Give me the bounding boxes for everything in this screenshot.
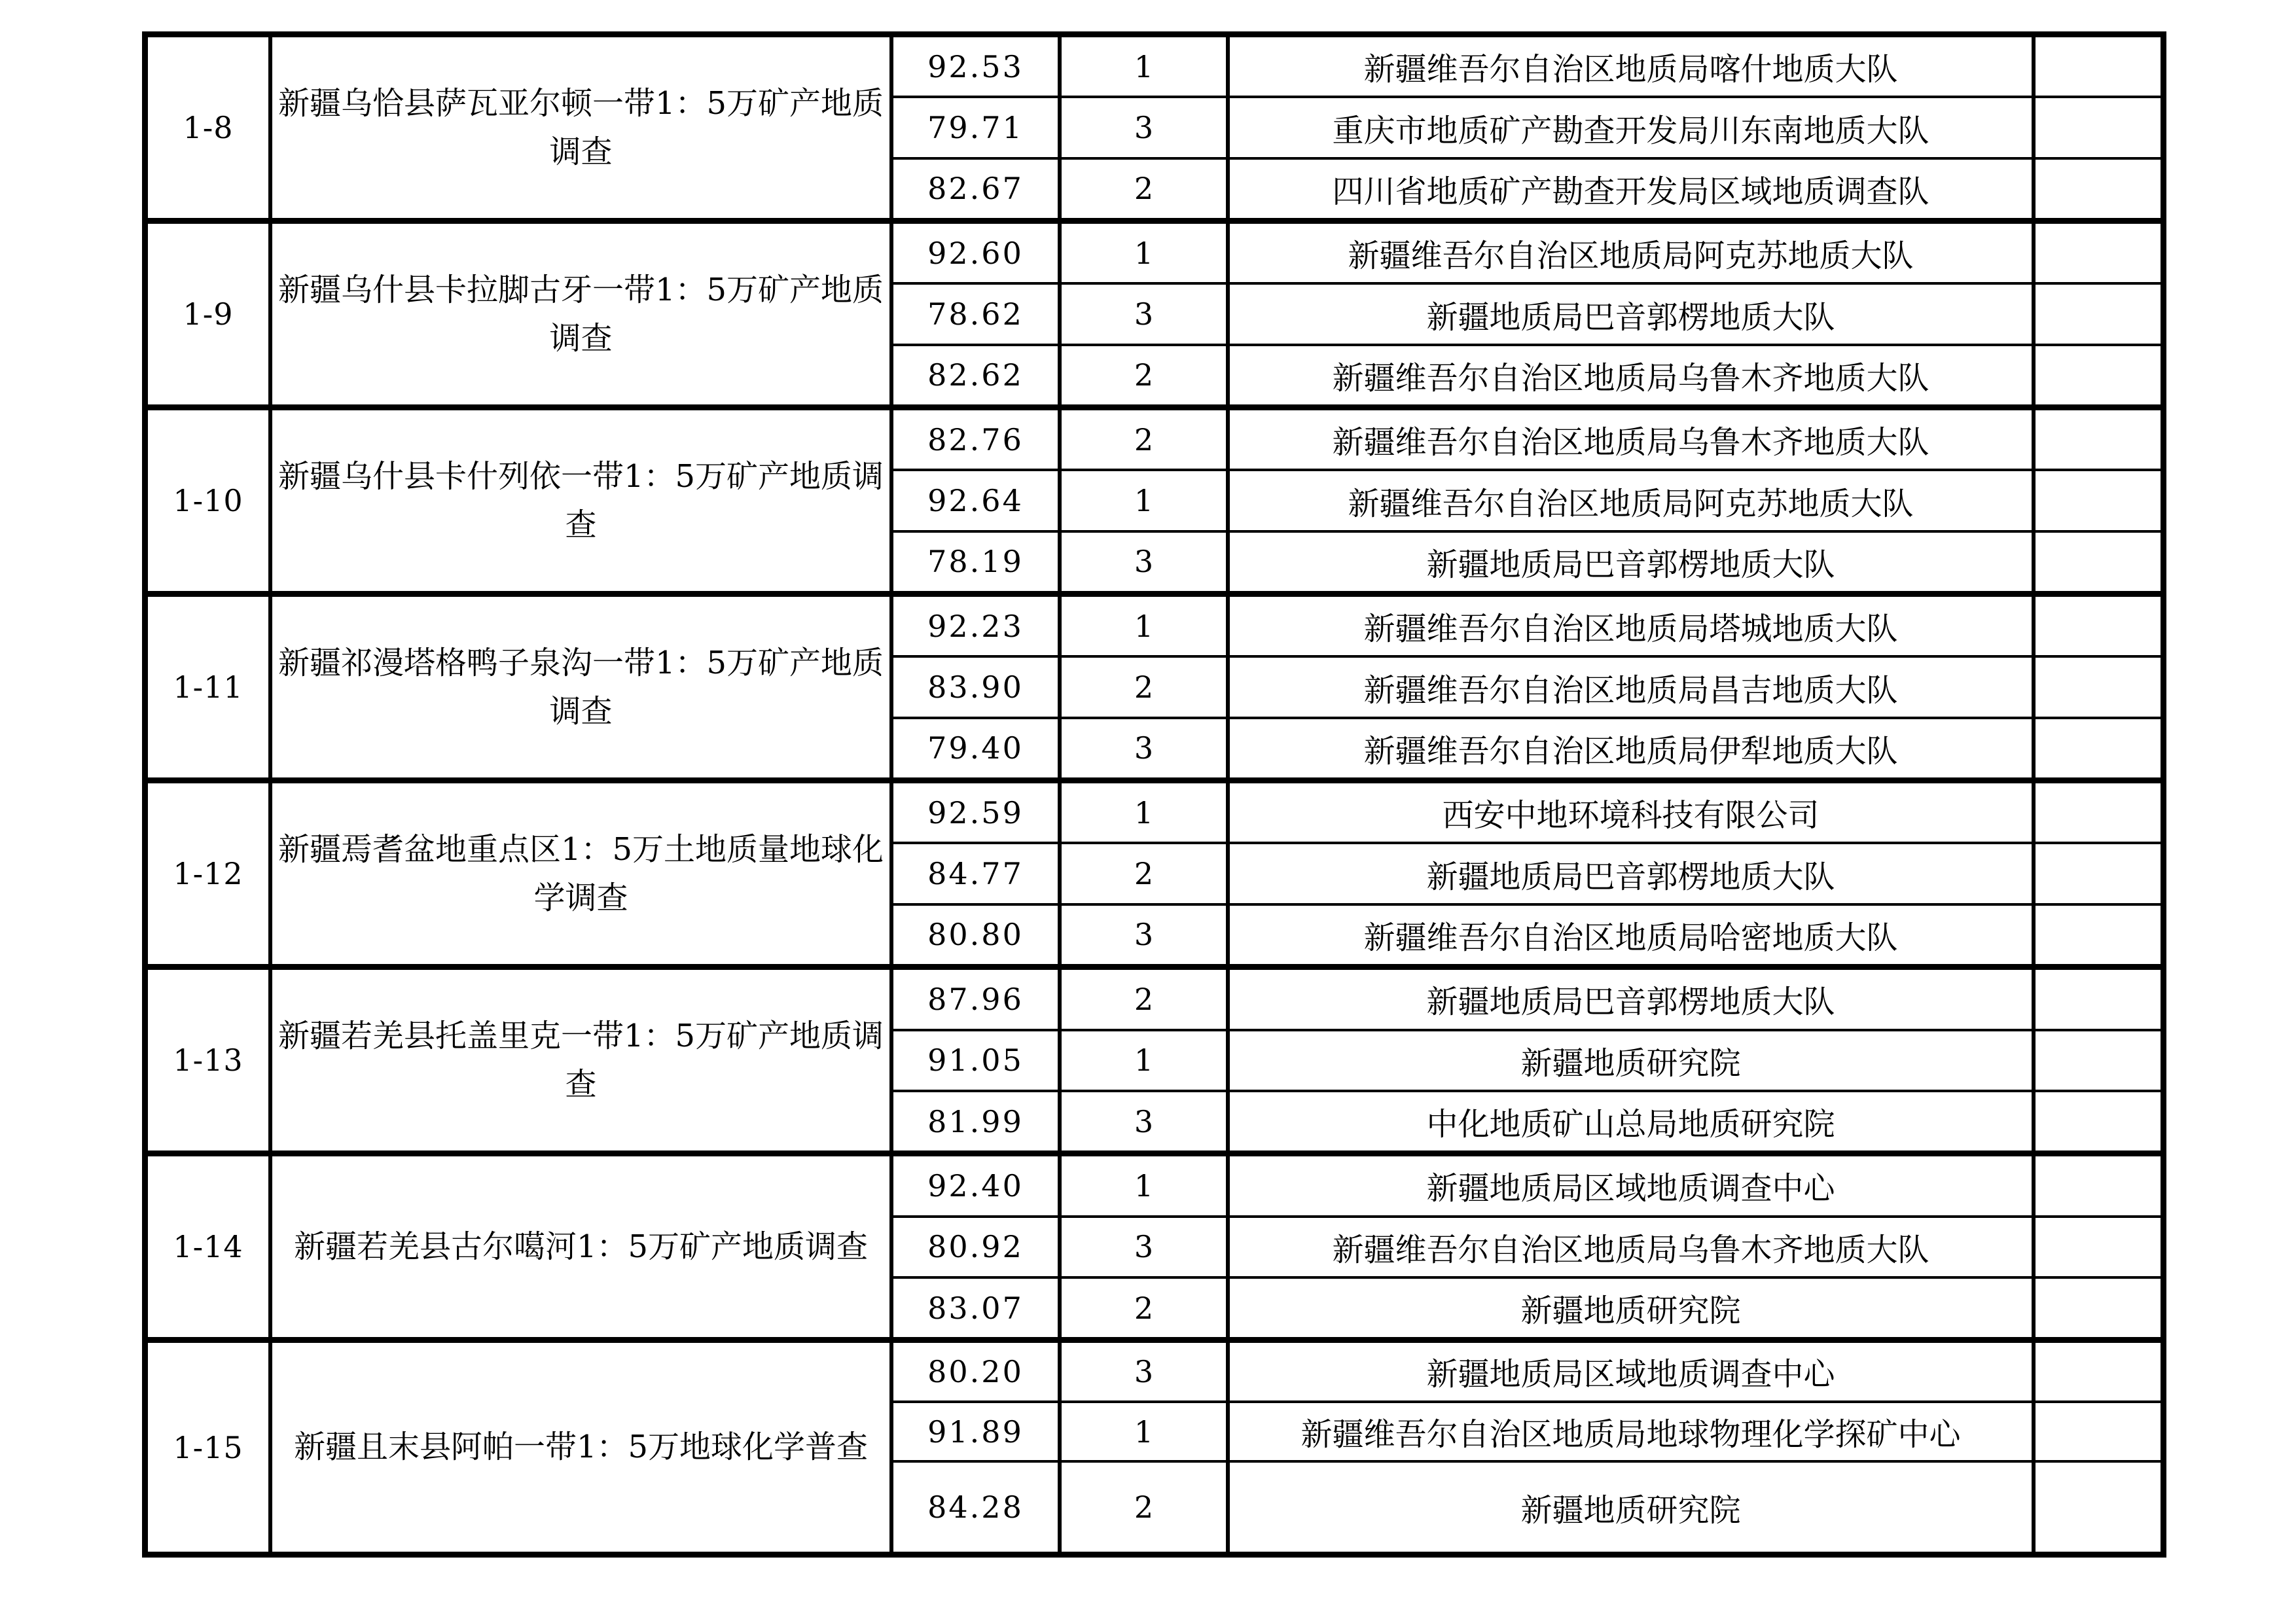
project-name-cell: 新疆祁漫塔格鸭子泉沟一带1：5万矿产地质调查: [272, 597, 893, 777]
remark-cell: [2036, 37, 2161, 96]
score-cell: 84.28: [893, 1463, 1062, 1552]
rank-cell: 1: [1062, 1156, 1230, 1215]
bid-row: [893, 1279, 2161, 1337]
bid-rows: [893, 1156, 2161, 1337]
score-cell: 83.07: [893, 1279, 1062, 1337]
score-cell: 80.92: [893, 1218, 1062, 1276]
rank-cell: 3: [1062, 906, 1230, 964]
rank-cell: 2: [1062, 658, 1230, 716]
project-id-cell: 1-14: [148, 1156, 272, 1337]
bid-row: [893, 1343, 2161, 1403]
rank-cell: 2: [1062, 1463, 1230, 1552]
organization-cell: 中化地质矿山总局地质研究院: [1230, 1092, 2036, 1150]
remark-cell: [2036, 970, 2161, 1028]
project-id-cell: 1-10: [148, 410, 272, 591]
project-group-1-13: [148, 970, 2161, 1156]
project-group-1-14: [148, 1156, 2161, 1343]
bid-row: [893, 98, 2161, 159]
project-id-cell: 1-8: [148, 37, 272, 218]
bid-rows: [893, 970, 2161, 1150]
organization-cell: 新疆维吾尔自治区地质局乌鲁木齐地质大队: [1230, 410, 2036, 469]
rank-cell: 1: [1062, 224, 1230, 282]
bid-rows: [893, 1343, 2161, 1552]
organization-cell: 新疆维吾尔自治区地质局塔城地质大队: [1230, 597, 2036, 655]
project-group-1-9: [148, 224, 2161, 410]
organization-cell: 新疆维吾尔自治区地质局伊犁地质大队: [1230, 719, 2036, 777]
bid-rows: [893, 37, 2161, 218]
project-group-1-11: [148, 597, 2161, 783]
rank-cell: 1: [1062, 597, 1230, 655]
organization-cell: 西安中地环境科技有限公司: [1230, 783, 2036, 842]
remark-cell: [2036, 719, 2161, 777]
remark-cell: [2036, 597, 2161, 655]
organization-cell: 新疆维吾尔自治区地质局昌吉地质大队: [1230, 658, 2036, 716]
organization-cell: 新疆地质局巴音郭楞地质大队: [1230, 844, 2036, 902]
organization-cell: 新疆地质研究院: [1230, 1031, 2036, 1090]
project-name-cell: 新疆乌恰县萨瓦亚尔顿一带1：5万矿产地质调查: [272, 37, 893, 218]
remark-cell: [2036, 1463, 2161, 1552]
bid-row: [893, 1156, 2161, 1217]
bid-row: [893, 719, 2161, 777]
rank-cell: 2: [1062, 1279, 1230, 1337]
remark-cell: [2036, 658, 2161, 716]
organization-cell: 新疆维吾尔自治区地质局喀什地质大队: [1230, 37, 2036, 96]
organization-cell: 新疆地质局巴音郭楞地质大队: [1230, 285, 2036, 343]
organization-cell: 新疆维吾尔自治区地质局阿克苏地质大队: [1230, 471, 2036, 529]
remark-cell: [2036, 1218, 2161, 1276]
organization-cell: 重庆市地质矿产勘查开发局川东南地质大队: [1230, 98, 2036, 156]
project-group-1-12: [148, 783, 2161, 970]
organization-cell: 新疆地质局区域地质调查中心: [1230, 1343, 2036, 1400]
rank-cell: 3: [1062, 1343, 1230, 1400]
bid-row: [893, 224, 2161, 285]
bid-rows: [893, 410, 2161, 591]
remark-cell: [2036, 533, 2161, 591]
organization-cell: 新疆维吾尔自治区地质局乌鲁木齐地质大队: [1230, 346, 2036, 404]
remark-cell: [2036, 285, 2161, 343]
score-cell: 80.20: [893, 1343, 1062, 1400]
project-id-cell: 1-11: [148, 597, 272, 777]
bid-row: [893, 783, 2161, 844]
score-cell: 91.05: [893, 1031, 1062, 1090]
rank-cell: 1: [1062, 471, 1230, 529]
organization-cell: 新疆地质研究院: [1230, 1463, 2036, 1552]
organization-cell: 新疆地质局巴音郭楞地质大队: [1230, 970, 2036, 1028]
organization-cell: 四川省地质矿产勘查开发局区域地质调查队: [1230, 160, 2036, 218]
bid-rows: [893, 224, 2161, 404]
bid-row: [893, 1031, 2161, 1092]
project-id-cell: 1-12: [148, 783, 272, 964]
rank-cell: 3: [1062, 1218, 1230, 1276]
remark-cell: [2036, 160, 2161, 218]
project-name-cell: 新疆若羌县古尔噶河1：5万矿产地质调查: [272, 1156, 893, 1337]
bid-row: [893, 1218, 2161, 1279]
bid-row: [893, 1403, 2161, 1463]
score-cell: 92.40: [893, 1156, 1062, 1215]
project-id-cell: 1-13: [148, 970, 272, 1150]
organization-cell: 新疆地质局巴音郭楞地质大队: [1230, 533, 2036, 591]
project-name-cell: 新疆乌什县卡什列依一带1：5万矿产地质调查: [272, 410, 893, 591]
remark-cell: [2036, 1343, 2161, 1400]
score-cell: 92.64: [893, 471, 1062, 529]
rank-cell: 3: [1062, 533, 1230, 591]
project-name-cell: 新疆若羌县托盖里克一带1：5万矿产地质调查: [272, 970, 893, 1150]
score-cell: 82.76: [893, 410, 1062, 469]
remark-cell: [2036, 1279, 2161, 1337]
remark-cell: [2036, 844, 2161, 902]
score-cell: 92.53: [893, 37, 1062, 96]
bid-row: [893, 597, 2161, 658]
organization-cell: 新疆维吾尔自治区地质局地球物理化学探矿中心: [1230, 1403, 2036, 1461]
project-group-1-10: [148, 410, 2161, 597]
project-name-cell: 新疆乌什县卡拉脚古牙一带1：5万矿产地质调查: [272, 224, 893, 404]
score-cell: 79.40: [893, 719, 1062, 777]
bid-row: [893, 160, 2161, 218]
project-group-1-15: [148, 1343, 2161, 1552]
score-cell: 78.19: [893, 533, 1062, 591]
bid-row: [893, 844, 2161, 905]
score-cell: 84.77: [893, 844, 1062, 902]
score-cell: 87.96: [893, 970, 1062, 1028]
rank-cell: 2: [1062, 160, 1230, 218]
project-name-cell: 新疆焉耆盆地重点区1：5万土地质量地球化学调查: [272, 783, 893, 964]
bid-row: [893, 533, 2161, 591]
rank-cell: 2: [1062, 410, 1230, 469]
score-cell: 82.67: [893, 160, 1062, 218]
bid-row: [893, 37, 2161, 98]
rank-cell: 2: [1062, 346, 1230, 404]
bid-row: [893, 1092, 2161, 1150]
score-cell: 81.99: [893, 1092, 1062, 1150]
remark-cell: [2036, 1156, 2161, 1215]
bid-rows: [893, 783, 2161, 964]
remark-cell: [2036, 1403, 2161, 1461]
bid-row: [893, 285, 2161, 346]
rank-cell: 3: [1062, 719, 1230, 777]
project-name-cell: 新疆且末县阿帕一带1：5万地球化学普查: [272, 1343, 893, 1552]
bid-row: [893, 1463, 2161, 1552]
rank-cell: 3: [1062, 285, 1230, 343]
bid-rows: [893, 597, 2161, 777]
rank-cell: 1: [1062, 1031, 1230, 1090]
bid-row: [893, 471, 2161, 532]
organization-cell: 新疆地质局区域地质调查中心: [1230, 1156, 2036, 1215]
score-cell: 83.90: [893, 658, 1062, 716]
results-table: [142, 31, 2166, 1558]
score-cell: 78.62: [893, 285, 1062, 343]
remark-cell: [2036, 1031, 2161, 1090]
score-cell: 92.23: [893, 597, 1062, 655]
rank-cell: 2: [1062, 970, 1230, 1028]
remark-cell: [2036, 783, 2161, 842]
remark-cell: [2036, 410, 2161, 469]
organization-cell: 新疆维吾尔自治区地质局阿克苏地质大队: [1230, 224, 2036, 282]
organization-cell: 新疆维吾尔自治区地质局乌鲁木齐地质大队: [1230, 1218, 2036, 1276]
remark-cell: [2036, 346, 2161, 404]
bid-row: [893, 906, 2161, 964]
score-cell: 91.89: [893, 1403, 1062, 1461]
score-cell: 92.60: [893, 224, 1062, 282]
rank-cell: 3: [1062, 98, 1230, 156]
organization-cell: 新疆维吾尔自治区地质局哈密地质大队: [1230, 906, 2036, 964]
project-group-1-8: [148, 37, 2161, 224]
remark-cell: [2036, 906, 2161, 964]
remark-cell: [2036, 471, 2161, 529]
rank-cell: 1: [1062, 37, 1230, 96]
score-cell: 80.80: [893, 906, 1062, 964]
bid-row: [893, 658, 2161, 719]
score-cell: 82.62: [893, 346, 1062, 404]
remark-cell: [2036, 1092, 2161, 1150]
bid-row: [893, 410, 2161, 471]
bid-row: [893, 970, 2161, 1031]
project-id-cell: 1-9: [148, 224, 272, 404]
rank-cell: 1: [1062, 783, 1230, 842]
remark-cell: [2036, 224, 2161, 282]
remark-cell: [2036, 98, 2161, 156]
rank-cell: 1: [1062, 1403, 1230, 1461]
project-id-cell: 1-15: [148, 1343, 272, 1552]
rank-cell: 3: [1062, 1092, 1230, 1150]
organization-cell: 新疆地质研究院: [1230, 1279, 2036, 1337]
score-cell: 79.71: [893, 98, 1062, 156]
bid-row: [893, 346, 2161, 404]
score-cell: 92.59: [893, 783, 1062, 842]
rank-cell: 2: [1062, 844, 1230, 902]
